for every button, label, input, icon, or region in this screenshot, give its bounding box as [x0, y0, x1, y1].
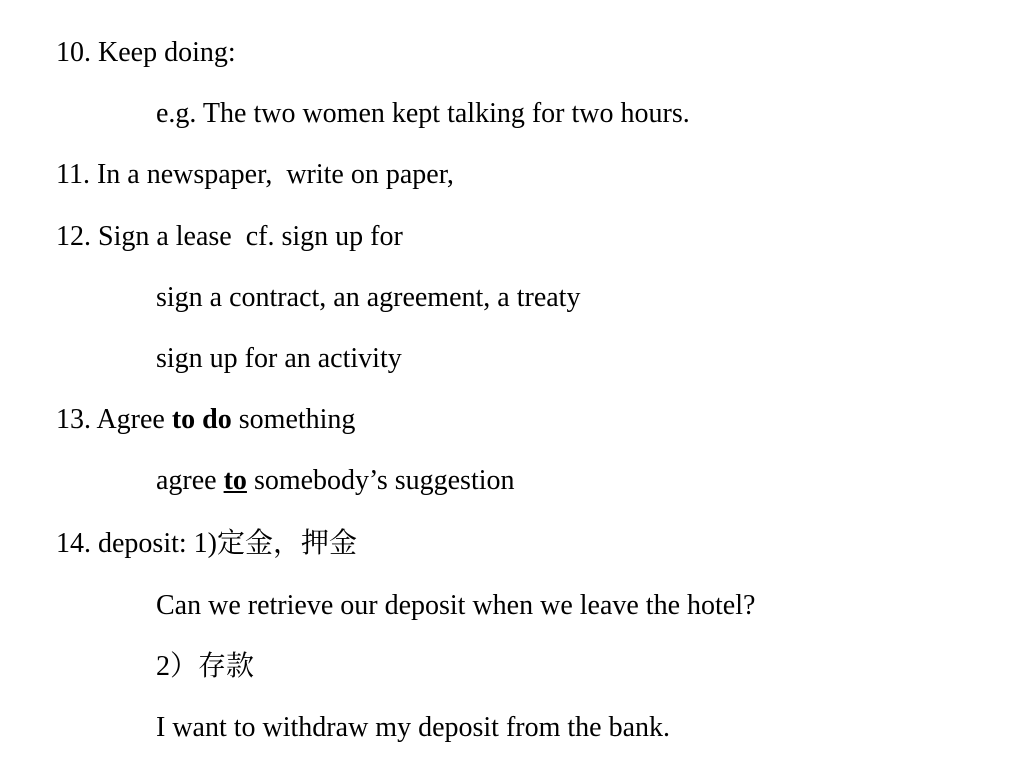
item-13-heading: [56, 403, 355, 437]
item-14-sense-2: 2）存款: [156, 651, 255, 682]
item-12-heading: 12. Sign a lease cf. sign up for: [56, 221, 403, 252]
item-13-example: [156, 464, 515, 498]
item-13-example-before: agree: [156, 465, 224, 496]
item-14-example-2: I want to withdraw my deposit from the bank.: [156, 712, 671, 743]
item-13-example-after: somebody’s suggestion: [246, 465, 515, 496]
item-13-text-before: 13. Agree: [56, 404, 172, 435]
item-10-example: e.g. The two women kept talking for two hours.: [156, 98, 690, 129]
item-10-heading: 10. Keep doing:: [56, 37, 236, 68]
item-11-heading: 11. In a newspaper, write on paper,: [56, 159, 454, 190]
item-13-text-after: something: [231, 404, 356, 435]
item-14-example-1: Can we retrieve our deposit when we leave the hotel?: [156, 590, 756, 621]
item-13-emphasis: to do: [171, 404, 232, 435]
item-14-heading: 14. deposit: 1)定金，押金: [56, 528, 357, 559]
item-12-example-2: sign up for an activity: [156, 343, 402, 374]
item-12-example-1: sign a contract, an agreement, a treaty: [156, 282, 581, 313]
item-13-example-emphasis: to: [223, 465, 247, 496]
